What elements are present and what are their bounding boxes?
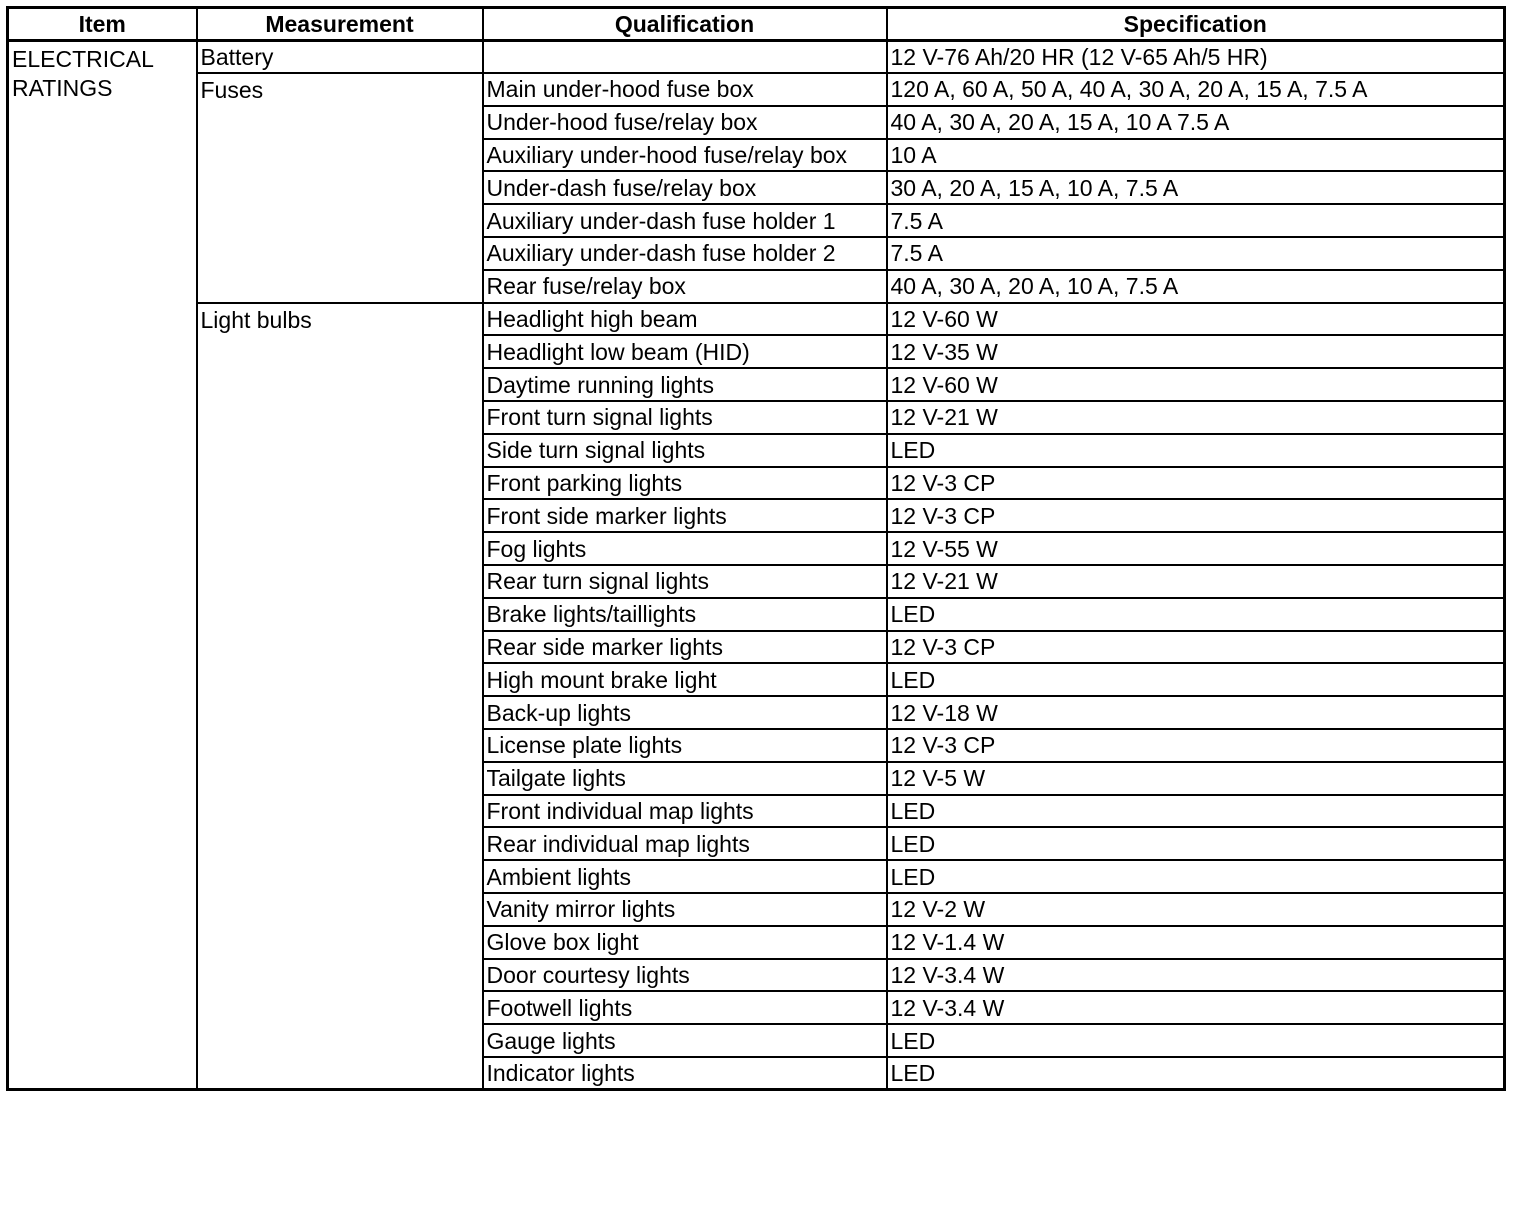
qualification-cell: Auxiliary under-dash fuse holder 2 bbox=[483, 237, 887, 270]
specification-cell: LED bbox=[887, 598, 1505, 631]
specification-cell: 10 A bbox=[887, 139, 1505, 172]
qualification-cell: Gauge lights bbox=[483, 1024, 887, 1057]
specification-cell: 12 V-21 W bbox=[887, 401, 1505, 434]
specification-cell: 12 V-3 CP bbox=[887, 729, 1505, 762]
qualification-cell: Daytime running lights bbox=[483, 368, 887, 401]
qualification-cell: Main under-hood fuse box bbox=[483, 73, 887, 106]
table-row bbox=[8, 40, 1505, 73]
qualification-cell: Headlight high beam bbox=[483, 303, 887, 336]
specification-cell: 12 V-60 W bbox=[887, 368, 1505, 401]
specification-cell: 7.5 A bbox=[887, 204, 1505, 237]
specification-cell: 40 A, 30 A, 20 A, 15 A, 10 A 7.5 A bbox=[887, 106, 1505, 139]
table-header-row bbox=[8, 8, 1505, 41]
table-body bbox=[8, 40, 1505, 1090]
qualification-cell: Front side marker lights bbox=[483, 499, 887, 532]
specification-cell: 12 V-3 CP bbox=[887, 467, 1505, 500]
qualification-cell: License plate lights bbox=[483, 729, 887, 762]
qualification-cell: Headlight low beam (HID) bbox=[483, 335, 887, 368]
qualification-cell: Rear individual map lights bbox=[483, 827, 887, 860]
qualification-cell: Ambient lights bbox=[483, 860, 887, 893]
specification-cell: LED bbox=[887, 1024, 1505, 1057]
qualification-cell: Rear fuse/relay box bbox=[483, 270, 887, 303]
measurement-cell: Light bulbs bbox=[197, 303, 483, 1090]
header-item: Item bbox=[8, 8, 197, 41]
qualification-cell: Fog lights bbox=[483, 532, 887, 565]
specification-cell: 12 V-76 Ah/20 HR (12 V-65 Ah/5 HR) bbox=[887, 40, 1505, 73]
qualification-cell: Rear turn signal lights bbox=[483, 565, 887, 598]
specification-cell: LED bbox=[887, 795, 1505, 828]
qualification-cell: Rear side marker lights bbox=[483, 631, 887, 664]
qualification-cell: Side turn signal lights bbox=[483, 434, 887, 467]
specification-cell: LED bbox=[887, 434, 1505, 467]
qualification-cell: Auxiliary under-dash fuse holder 1 bbox=[483, 204, 887, 237]
specification-cell: LED bbox=[887, 663, 1505, 696]
specification-cell: 12 V-1.4 W bbox=[887, 926, 1505, 959]
table-row bbox=[8, 303, 1505, 336]
qualification-cell: Front turn signal lights bbox=[483, 401, 887, 434]
specification-cell: 12 V-60 W bbox=[887, 303, 1505, 336]
qualification-cell: Glove box light bbox=[483, 926, 887, 959]
measurement-cell: Fuses bbox=[197, 73, 483, 303]
qualification-cell: Front parking lights bbox=[483, 467, 887, 500]
qualification-cell: Under-dash fuse/relay box bbox=[483, 171, 887, 204]
specification-cell: 30 A, 20 A, 15 A, 10 A, 7.5 A bbox=[887, 171, 1505, 204]
electrical-ratings-table bbox=[6, 6, 1506, 1091]
specification-cell: 12 V-18 W bbox=[887, 696, 1505, 729]
specification-cell: 12 V-3.4 W bbox=[887, 991, 1505, 1024]
header-qualification: Qualification bbox=[483, 8, 887, 41]
qualification-cell bbox=[483, 40, 887, 73]
table-row bbox=[8, 73, 1505, 106]
qualification-cell: Back-up lights bbox=[483, 696, 887, 729]
qualification-cell: Front individual map lights bbox=[483, 795, 887, 828]
specification-cell: 120 A, 60 A, 50 A, 40 A, 30 A, 20 A, 15 A, 7.5 A bbox=[887, 73, 1505, 106]
specification-cell: 12 V-2 W bbox=[887, 893, 1505, 926]
qualification-cell: Brake lights/taillights bbox=[483, 598, 887, 631]
specification-cell: 12 V-55 W bbox=[887, 532, 1505, 565]
specification-cell: 7.5 A bbox=[887, 237, 1505, 270]
header-specification: Specification bbox=[887, 8, 1505, 41]
specification-cell: 12 V-3.4 W bbox=[887, 959, 1505, 992]
specification-cell: 40 A, 30 A, 20 A, 10 A, 7.5 A bbox=[887, 270, 1505, 303]
qualification-cell: High mount brake light bbox=[483, 663, 887, 696]
specification-cell: 12 V-3 CP bbox=[887, 631, 1505, 664]
specification-cell: 12 V-21 W bbox=[887, 565, 1505, 598]
specification-cell: 12 V-35 W bbox=[887, 335, 1505, 368]
specification-cell: 12 V-3 CP bbox=[887, 499, 1505, 532]
qualification-cell: Vanity mirror lights bbox=[483, 893, 887, 926]
qualification-cell: Tailgate lights bbox=[483, 762, 887, 795]
item-cell: ELECTRICAL RATINGS bbox=[8, 40, 197, 1090]
qualification-cell: Door courtesy lights bbox=[483, 959, 887, 992]
qualification-cell: Under-hood fuse/relay box bbox=[483, 106, 887, 139]
specification-cell: LED bbox=[887, 827, 1505, 860]
qualification-cell: Footwell lights bbox=[483, 991, 887, 1024]
header-measurement: Measurement bbox=[197, 8, 483, 41]
measurement-cell: Battery bbox=[197, 40, 483, 73]
specification-cell: LED bbox=[887, 1057, 1505, 1090]
specification-cell: LED bbox=[887, 860, 1505, 893]
specification-cell: 12 V-5 W bbox=[887, 762, 1505, 795]
qualification-cell: Indicator lights bbox=[483, 1057, 887, 1090]
qualification-cell: Auxiliary under-hood fuse/relay box bbox=[483, 139, 887, 172]
